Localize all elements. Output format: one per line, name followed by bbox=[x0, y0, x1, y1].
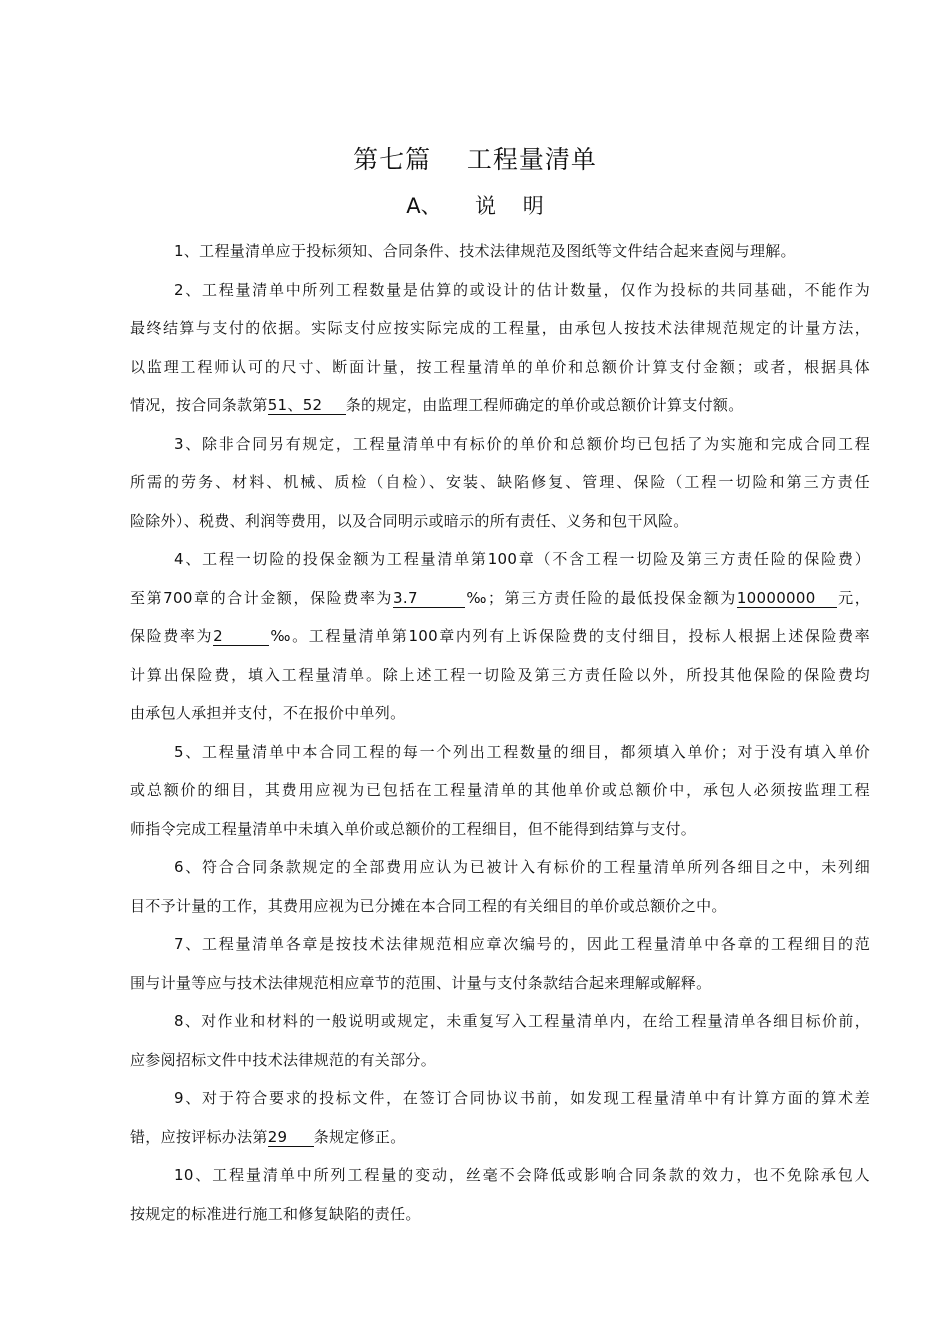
line-text: ‰；第三方责任险的最低投保金额为 bbox=[465, 588, 737, 607]
paragraph-line: 由承包人承担并支付，不在报价中单列。 bbox=[130, 704, 406, 722]
paragraph-1 bbox=[130, 232, 870, 271]
paragraph-line: 8、对作业和材料的一般说明或规定，未重复写入工程量清单内，在给工程量清单各细目标价前， bbox=[174, 1012, 870, 1030]
insurance-rate-blank: 3.7 bbox=[393, 590, 465, 608]
paragraph-8 bbox=[130, 1002, 870, 1079]
paragraph-line bbox=[130, 1118, 870, 1157]
paragraph-line: 最终结算与支付的依据。实际支付应按实际完成的工程量，由承包人按技术法律规范规定的计量方法， bbox=[130, 319, 870, 337]
paragraph-line: 3、除非合同另有规定，工程量清单中有标价的单价和总额价均已包括了为实施和完成合同工程 bbox=[174, 434, 870, 453]
line-text: 元， bbox=[836, 588, 871, 607]
paragraph-line: 应参阅招标文件中技术法律规范的有关部分。 bbox=[130, 1050, 437, 1069]
paragraph-5 bbox=[130, 733, 870, 849]
paragraph-line: 险除外）、税费、利润等费用，以及合同明示或暗示的所有责任、义务和包干风险。 bbox=[130, 511, 689, 530]
paragraph-line: 6、符合合同条款规定的全部费用应认为已被计入有标价的工程量清单所列各细目之中，未列细 bbox=[174, 858, 870, 876]
paragraph-line: 7、工程量清单各章是按技术法律规范相应章次编号的，因此工程量清单中各章的工程细目的范 bbox=[174, 935, 870, 953]
paragraph-line: 2、工程量清单中所列工程数量是估算的或设计的估计数量，仅作为投标的共同基础，不能作为 bbox=[174, 280, 870, 299]
paragraph-9 bbox=[130, 1079, 870, 1156]
line-text: 条的规定，由监理工程师确定的单价或总额价计算支付额。 bbox=[345, 396, 744, 414]
paragraph-line: 5、工程量清单中本合同工程的每一个列出工程数量的细目，都须填入单价；对于没有填入单价 bbox=[174, 742, 870, 761]
paragraph-7 bbox=[130, 925, 870, 1002]
paragraph-line: 4、工程一切险的投保金额为工程量清单第100章（不含工程一切险及第三方责任险的保险费） bbox=[174, 550, 870, 568]
paragraph-line: 师指令完成工程量清单中未填入单价或总额价的工程细目，但不能得到结算与支付。 bbox=[130, 819, 697, 838]
paragraph-line bbox=[130, 386, 870, 425]
paragraph-10 bbox=[130, 1156, 870, 1233]
paragraph-line bbox=[130, 579, 870, 618]
section-heading: A、 说 明 bbox=[406, 194, 544, 218]
line-text: 错，应按评标办法第 bbox=[130, 1127, 268, 1146]
line-text: 保险费率为 bbox=[130, 627, 214, 645]
line-text: ‰。工程量清单第100章内列有上诉保险费的支付细目，投标人根据上述保险费率 bbox=[269, 627, 870, 645]
paragraph-2 bbox=[130, 271, 870, 425]
paragraph-line: 围与计量等应与技术法律规范相应章节的范围、计量与支付条款结合起来理解或解释。 bbox=[130, 973, 712, 992]
third-party-rate-blank: 2 bbox=[213, 628, 269, 646]
insured-amount-blank: 10000000 bbox=[737, 590, 837, 608]
paragraph-3 bbox=[130, 425, 870, 541]
paragraph-line: 1、工程量清单应于投标须知、合同条件、技术法律规范及图纸等文件结合起来查阅与理解。 bbox=[174, 242, 796, 260]
document-title: 第七篇 工程量清单 bbox=[353, 145, 597, 174]
paragraph-line: 计算出保险费，填入工程量清单。除上述工程一切险及第三方责任险以外，所投其他保险的保险费均 bbox=[130, 665, 870, 684]
line-text: 情况，按合同条款第 bbox=[130, 396, 268, 414]
paragraph-line: 以监理工程师认可的尺寸、断面计量，按工程量清单的单价和总额价计算支付金额；或者，根据具体 bbox=[130, 357, 870, 376]
paragraph-line: 9、对于符合要求的投标文件，在签订合同协议书前，如发现工程量清单中有计算方面的算术差 bbox=[174, 1089, 870, 1107]
paragraph-line: 或总额价的细目，其费用应视为已包括在工程量清单的其他单价或总额价中，承包人必须按监理工程 bbox=[130, 781, 870, 799]
paragraph-line: 10、工程量清单中所列工程量的变动，丝毫不会降低或影响合同条款的效力，也不免除承包人 bbox=[174, 1166, 870, 1184]
article-number-blank: 29 bbox=[268, 1129, 314, 1147]
line-text: 条规定修正。 bbox=[313, 1127, 406, 1146]
paragraph-4 bbox=[130, 540, 870, 733]
body-text bbox=[130, 232, 870, 1233]
paragraph-6 bbox=[130, 848, 870, 925]
paragraph-line bbox=[130, 617, 870, 656]
paragraph-line: 所需的劳务、材料、机械、质检（自检）、安装、缺陷修复、管理、保险（工程一切险和第三方责任 bbox=[130, 473, 870, 491]
paragraph-line: 目不予计量的工作，其费用应视为已分摊在本合同工程的有关细目的单价或总额价之中。 bbox=[130, 896, 727, 915]
line-text: 至第700章的合计金额，保险费率为 bbox=[130, 588, 394, 607]
clause-number-blank: 51、52 bbox=[268, 397, 346, 415]
paragraph-line: 按规定的标准进行施工和修复缺陷的责任。 bbox=[130, 1204, 421, 1223]
